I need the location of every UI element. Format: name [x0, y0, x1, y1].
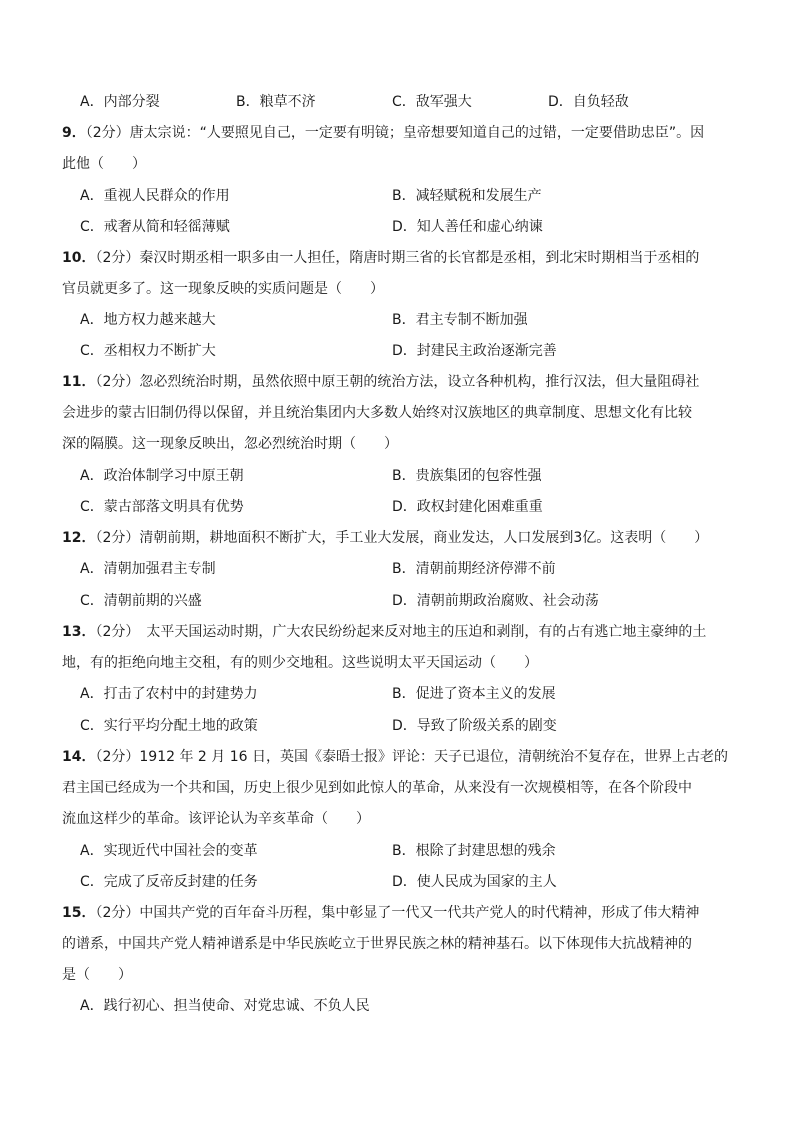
- q9-option-b: B．减轻赋税和发展生产: [392, 188, 542, 204]
- q8-option-b: B．粮草不济: [236, 94, 316, 110]
- q15-stem-line-1: [62, 903, 699, 923]
- q8-option-c: C．敌军强大: [392, 94, 472, 110]
- q9-stem-line-1: [62, 123, 704, 143]
- q15-stem-line-3: 是（ ）: [62, 967, 132, 983]
- q15-stem-text-1: （2分）中国共产党的百年奋斗历程，集中彰显了一代又一代共产党人的时代精神，形成了伟大精神: [95, 905, 700, 921]
- q11-option-d: D．政权封建化困难重重: [392, 499, 543, 515]
- q14-stem-line-1: [62, 747, 728, 767]
- q11-stem-line-3: 深的隔膜。这一现象反映出，忽必烈统治时期（ ）: [62, 436, 398, 452]
- q9-option-c: C．戒奢从简和轻徭薄赋: [80, 219, 230, 235]
- q14-stem-line-3: 流血这样少的革命。该评论认为辛亥革命（ ）: [62, 811, 370, 827]
- q10-option-c: C．丞相权力不断扩大: [80, 343, 216, 359]
- q8-option-a: A．内部分裂: [80, 94, 160, 110]
- q11-stem-line-1: [62, 372, 699, 392]
- q14-option-b: B．根除了封建思想的残余: [392, 843, 556, 859]
- q12-option-b: B．清朝前期经济停滞不前: [392, 561, 556, 577]
- q12-option-a: A．清朝加强君主专制: [80, 561, 216, 577]
- q10-stem-line-2: 官员就更多了。这一现象反映的实质问题是（ ）: [62, 281, 384, 297]
- q13-stem-line-1: [62, 622, 706, 642]
- q10-option-d: D．封建民主政治逐渐完善: [392, 343, 557, 359]
- q13-option-d: D．导致了阶级关系的剧变: [392, 718, 557, 734]
- q12-stem-line-1: [62, 528, 708, 548]
- q10-option-b: B．君主专制不断加强: [392, 312, 528, 328]
- q14-option-a: A．实现近代中国社会的变革: [80, 843, 258, 859]
- q15-number: 15．: [62, 905, 96, 921]
- q11-stem-line-2: 会进步的蒙古旧制仍得以保留，并且统治集团内大多数人始终对汉族地区的典章制度、思想文化有比较: [62, 405, 692, 421]
- q15-option-a: A．践行初心、担当使命、对党忠诚、不负人民: [80, 998, 370, 1014]
- q14-number: 14．: [62, 749, 96, 765]
- q13-option-a: A．打击了农村中的封建势力: [80, 686, 258, 702]
- q13-number: 13．: [62, 624, 96, 640]
- q15-stem-line-2: 的谱系，中国共产党人精神谱系是中华民族屹立于世界民族之林的精神基石。以下体现伟大抗战精神的: [62, 936, 692, 952]
- q9-option-a: A．重视人民群众的作用: [80, 188, 230, 204]
- q9-stem-line-2: 此他（ ）: [62, 156, 146, 172]
- q14-option-d: D．使人民成为国家的主人: [392, 874, 557, 890]
- q10-stem-line-1: [62, 248, 699, 268]
- q10-stem-text-1: （2分）秦汉时期丞相一职多由一人担任，隋唐时期三省的长官都是丞相，到北宋时期相当于丞相的: [95, 250, 700, 266]
- q13-option-b: B．促进了资本主义的发展: [392, 686, 556, 702]
- q12-option-d: D．清朝前期政治腐败、社会动荡: [392, 593, 599, 609]
- q9-number: 9．: [62, 125, 86, 141]
- q12-number: 12．: [62, 530, 96, 546]
- q13-stem-line-2: 地，有的拒绝向地主交租，有的则少交地租。这些说明太平天国运动（ ）: [62, 655, 538, 671]
- q13-option-c: C．实行平均分配土地的政策: [80, 718, 258, 734]
- q14-option-c: C．完成了反帝反封建的任务: [80, 874, 258, 890]
- q10-number: 10．: [62, 250, 96, 266]
- q11-option-c: C．蒙古部落文明具有优势: [80, 499, 244, 515]
- q11-option-b: B．贵族集团的包容性强: [392, 468, 542, 484]
- q12-option-c: C．清朝前期的兴盛: [80, 593, 202, 609]
- q13-stem-text-1: （2分） 太平天国运动时期，广大农民纷纷起来反对地主的压迫和剥削，有的占有逃亡地主豪绅的土: [95, 624, 707, 640]
- q10-option-a: A．地方权力越来越大: [80, 312, 216, 328]
- q14-stem-line-2: 君主国已经成为一个共和国，历史上很少见到如此惊人的革命，从来没有一次规模相等，在各个阶段中: [62, 780, 692, 796]
- q9-option-d: D．知人善任和虚心纳谏: [392, 219, 543, 235]
- q11-stem-text-1: （2分）忽必烈统治时期，虽然依照中原王朝的统治方法，设立各种机构，推行汉法，但大量阻碍社: [95, 374, 700, 390]
- q11-number: 11．: [62, 374, 96, 390]
- q14-stem-text-1: （2分）1912 年 2 月 16 日，英国《泰晤士报》评论：天子已退位，清朝统治不复存在，世界上古老的: [95, 749, 728, 765]
- q9-stem-text-1: （2分）唐太宗说：“人要照见自己，一定要有明镜；皇帝想要知道自己的过错，一定要借助忠臣”。因: [85, 125, 705, 141]
- q8-option-d: D．自负轻敌: [548, 94, 629, 110]
- q12-stem-text-1: （2分）清朝前期，耕地面积不断扩大，手工业大发展，商业发达，人口发展到3亿。这表明（ ）: [95, 530, 709, 546]
- q11-option-a: A．政治体制学习中原王朝: [80, 468, 244, 484]
